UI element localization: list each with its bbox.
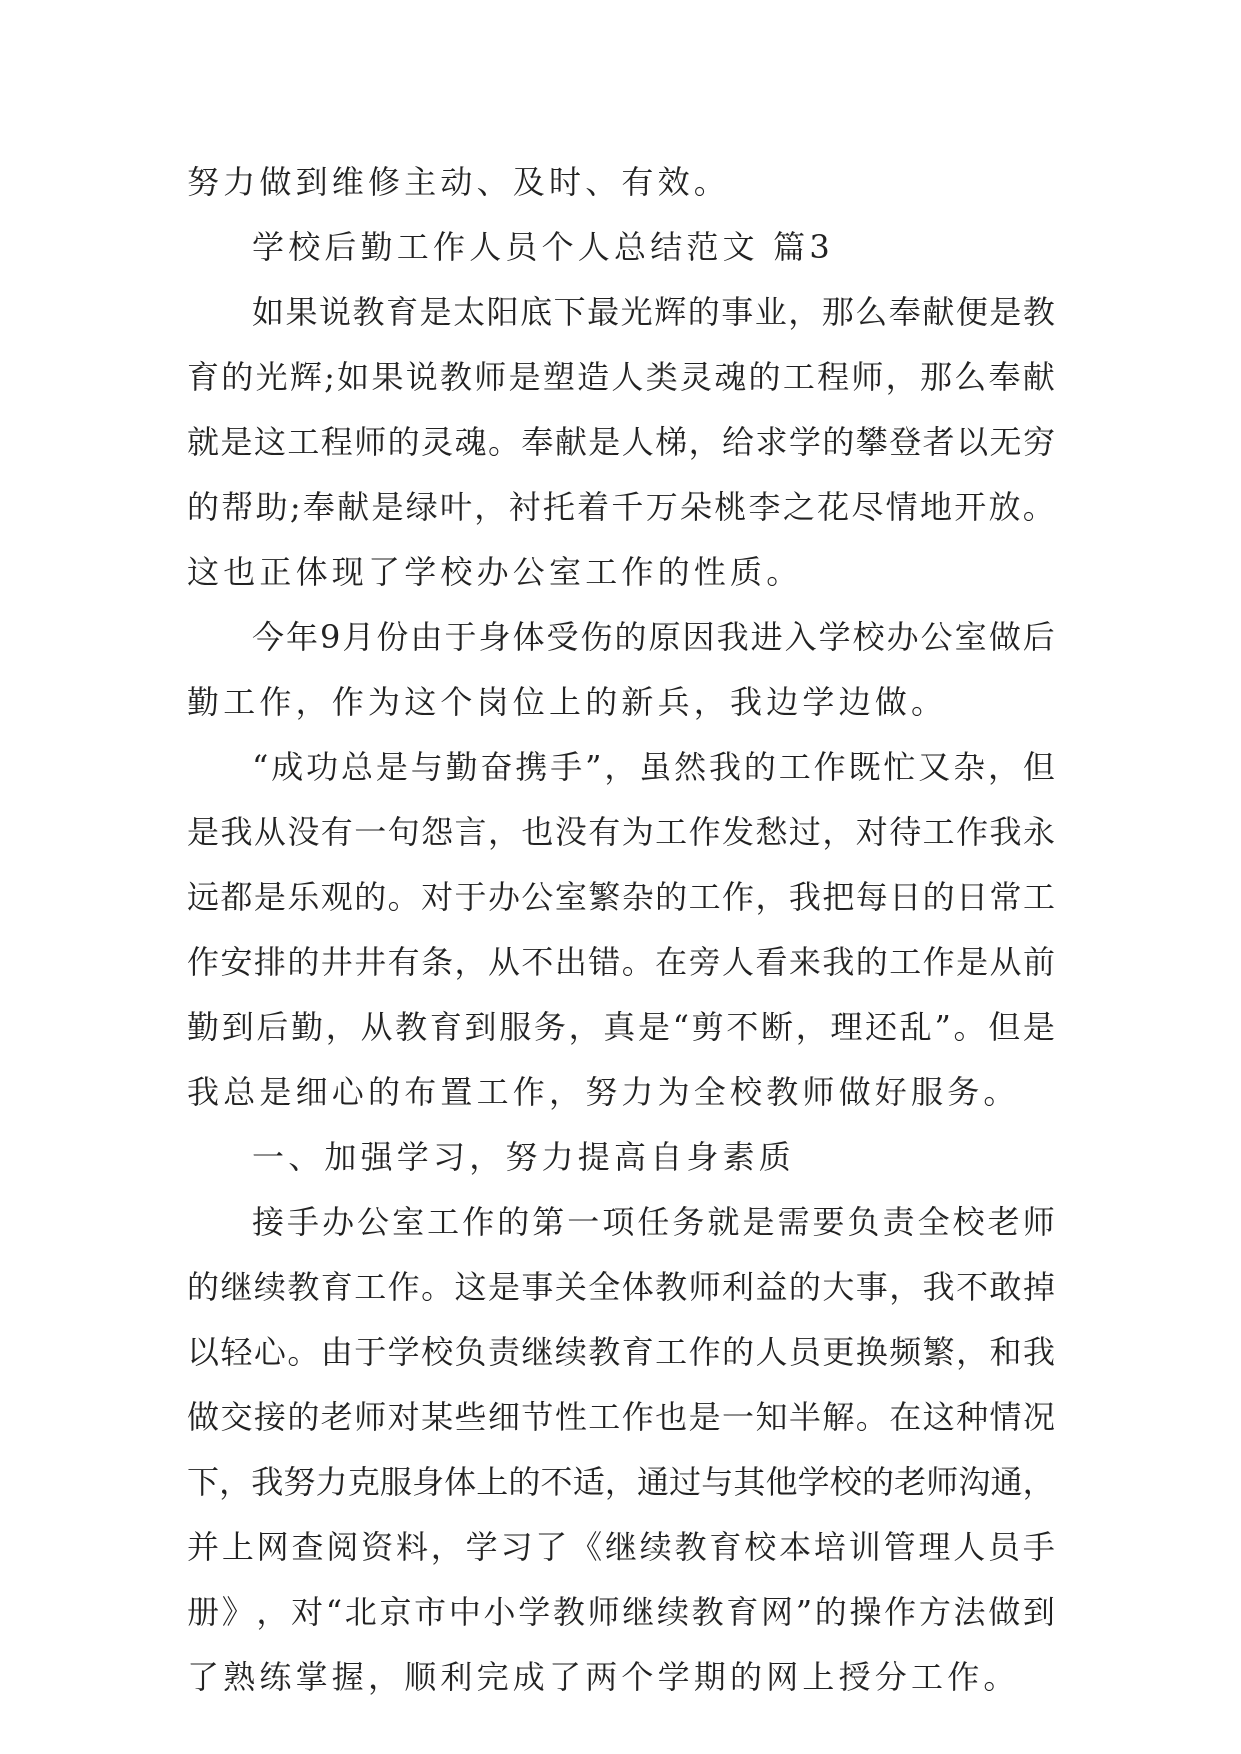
section-heading: 学校后勤工作人员个人总结范文 篇3 [252, 228, 834, 266]
paragraph-line: 以 轻 心 。 由 于 学 校 负 责 继 续 教 育 工 作 的 人 员 更 换 频 繁 ， 和 我 [187, 1333, 1055, 1371]
paragraph-line: 是 我 从 没 有 一 句 怨 言 ， 也 没 有 为 工 作 发 愁 过 ， 对 待 工 作 我 永 [187, 813, 1055, 851]
paragraph-line: 并 上 网 查 阅 资 料 ， 学 习 了 《 继 续 教 育 校 本 培 训 管 理 人 员 手 [187, 1528, 1055, 1566]
paragraph-line: 接 手 办 公 室 工 作 的 第 一 项 任 务 就 是 需 要 负 责 全 校 老 师 [252, 1203, 1055, 1241]
paragraph-line: 了熟练掌握，顺利完成了两个学期的网上授分工作。 [187, 1658, 1020, 1696]
paragraph-line: 勤 到 后 勤 ， 从 教 育 到 服 务 ， 真 是 “ 剪 不 断 ， 理 还 乱 ” 。 但 是 [187, 1008, 1055, 1046]
paragraph-line: 我总是细心的布置工作，努力为全校教师做好服务。 [187, 1073, 1020, 1111]
text-line: 努力做到维修主动、及时、有效。 [187, 163, 731, 201]
paragraph-line: 育 的 光 辉 ; 如 果 说 教 师 是 塑 造 人 类 灵 魂 的 工 程 师 ， 那 么 奉 献 [187, 358, 1055, 396]
paragraph-line: 作 安 排 的 井 井 有 条 ， 从 不 出 错 。 在 旁 人 看 来 我 的 工 作 是 从 前 [187, 943, 1055, 981]
paragraph-line: 就 是 这 工 程 师 的 灵 魂 。 奉 献 是 人 梯 ， 给 求 学 的 攀 登 者 以 无 穷 [187, 423, 1055, 461]
section-heading: 一、加强学习，努力提高自身素质 [252, 1138, 796, 1176]
paragraph-line: 册 》 ， 对 “ 北 京 市 中 小 学 教 师 继 续 教 育 网 ” 的 操 作 方 法 做 到 [187, 1593, 1055, 1631]
paragraph-line: 的 帮 助 ; 奉 献 是 绿 叶 ， 衬 托 着 千 万 朵 桃 李 之 花 尽 情 地 开 放 。 [187, 488, 1055, 526]
paragraph-line: 如 果 说 教 育 是 太 阳 底 下 最 光 辉 的 事 业 ， 那 么 奉 献 便 是 教 [252, 293, 1055, 331]
paragraph-line: 远 都 是 乐 观 的 。 对 于 办 公 室 繁 杂 的 工 作 ， 我 把 每 日 的 日 常 工 [187, 878, 1055, 916]
paragraph-line: “ 成 功 总 是 与 勤 奋 携 手 ” ， 虽 然 我 的 工 作 既 忙 又 杂 ， 但 [252, 748, 1055, 786]
paragraph-line: 勤工作，作为这个岗位上的新兵，我边学边做。 [187, 683, 948, 721]
paragraph-line: 下 ， 我 努 力 克 服 身 体 上 的 不 适 ， 通 过 与 其 他 学 校 的 老 师 沟 通 ， [187, 1463, 1055, 1501]
paragraph-line: 的 继 续 教 育 工 作 。 这 是 事 关 全 体 教 师 利 益 的 大 事 ， 我 不 敢 掉 [187, 1268, 1055, 1306]
paragraph-line: 这也正体现了学校办公室工作的性质。 [187, 553, 803, 591]
paragraph-line: 做 交 接 的 老 师 对 某 些 细 节 性 工 作 也 是 一 知 半 解 。 在 这 种 情 况 [187, 1398, 1055, 1436]
paragraph-line: 今 年 9 月 份 由 于 身 体 受 伤 的 原 因 我 进 入 学 校 办 公 室 做 后 [252, 618, 1055, 656]
